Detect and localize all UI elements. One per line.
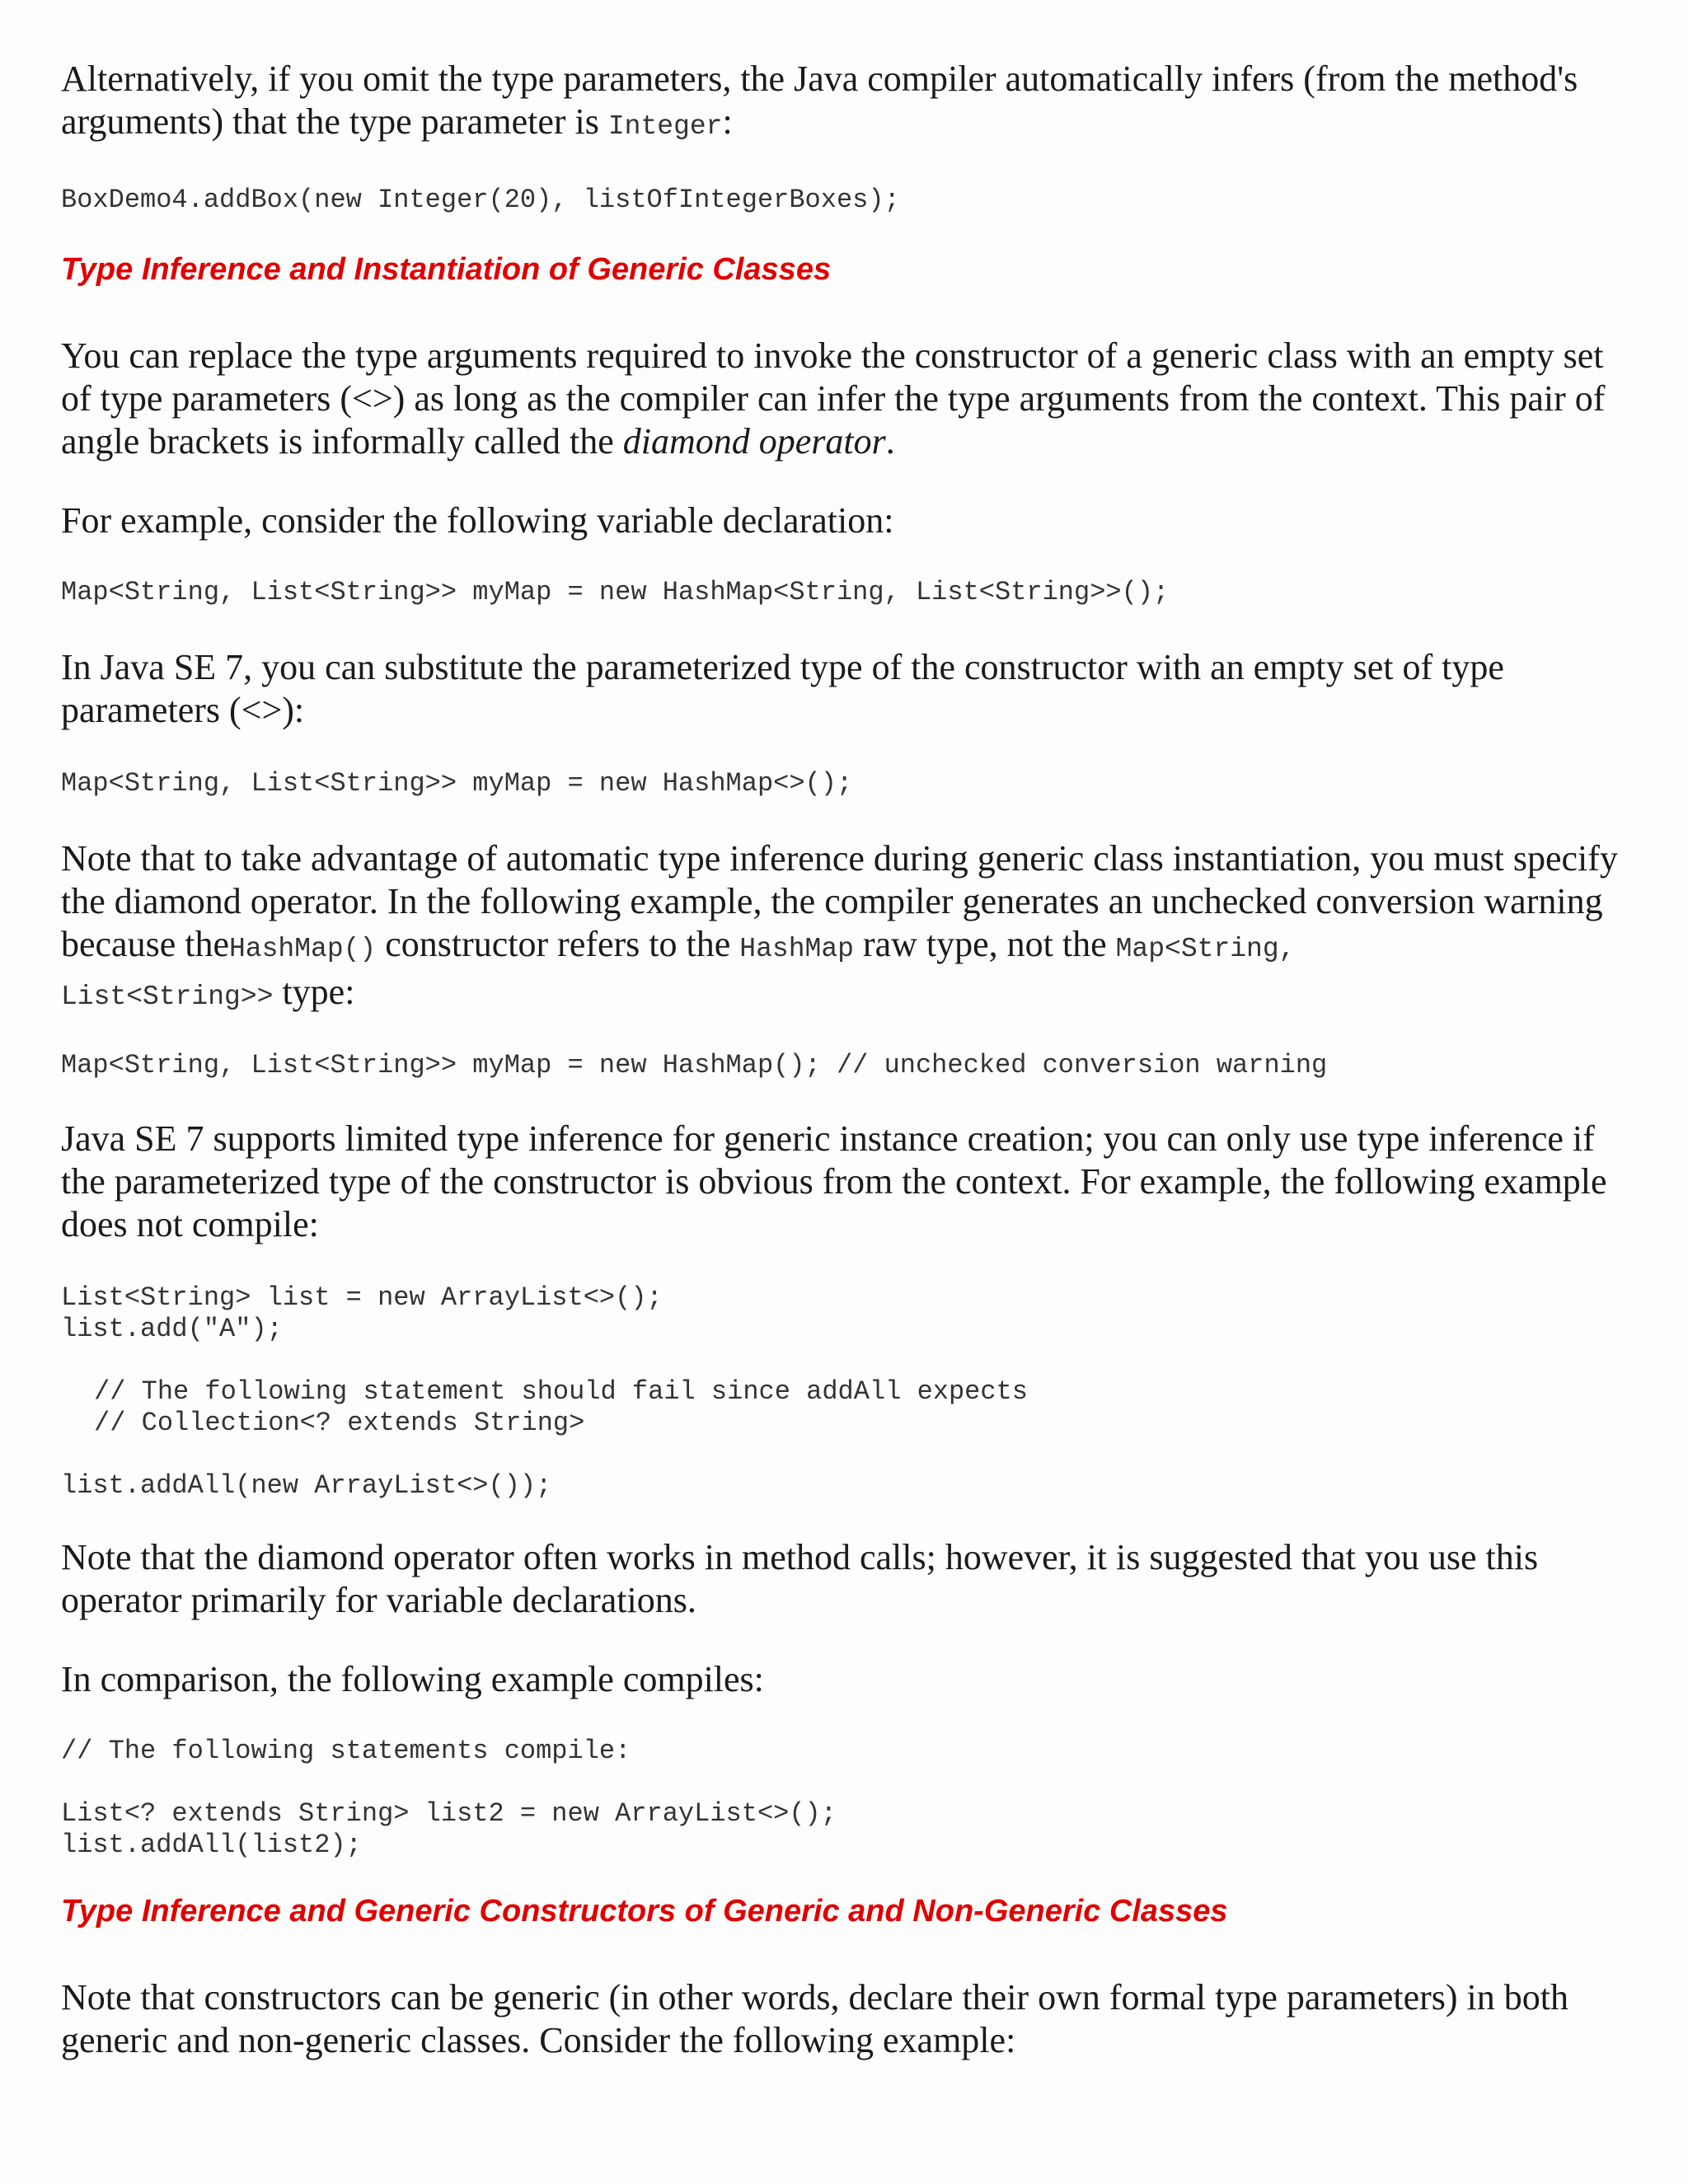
paragraph-text: type: [273, 972, 355, 1012]
paragraph-comparison: In comparison, the following example compiles: [61, 1659, 764, 1699]
code-block-compiling-example [61, 1736, 1643, 1861]
inline-code-integer: Integer [607, 111, 723, 142]
section-heading-instantiation: Type Inference and Instantiation of Generic Classes [61, 252, 832, 287]
code-comment: // The following statements compile: [61, 1736, 631, 1766]
paragraph-type-parameter-inference [61, 58, 1643, 148]
paragraph-text: constructor refers to the [376, 924, 740, 964]
paragraph-generic-constructors: Note that constructors can be generic (in other words, declare their own formal type parameters) in both generic and non-generic classes. Consider the following example: [61, 1977, 1568, 2060]
paragraph-unchecked-warning [61, 837, 1627, 1019]
code-block-unchecked-warning: Map<String, List<String>> myMap = new HashMap(); // unchecked conversion warning [61, 1050, 1328, 1080]
inline-code-hashmap-constructor: HashMap() [229, 934, 377, 964]
paragraph-limited-inference: Java SE 7 supports limited type inference for generic instance creation; you can only use type inference if the parameterized type of the constructor is obvious from the context. For example, the following example does not compile: [61, 1118, 1607, 1244]
paragraph-text: Alternatively, if you omit the type parameters, the Java compiler automatically infers (from the method's arguments) that the type parameter is [61, 59, 1578, 142]
paragraph-text: Note that to take advantage of automatic type inference during generic class instantiation, you must specify the diamond operator. In the following example, the compiler generates an unchecked conversion warning because the [61, 838, 1618, 964]
code-block-map-declaration: Map<String, List<String>> myMap = new HashMap<String, List<String>>(); [61, 577, 1170, 607]
code-block-map-diamond: Map<String, List<String>> myMap = new HashMap<>(); [61, 768, 853, 799]
code-line: list.addAll(list2); [61, 1830, 362, 1860]
code-block-failing-example [61, 1282, 1643, 1502]
paragraph-text: You can replace the type arguments required to invoke the constructor of a generic class with an empty set of type parameters (<>) as long as the compiler can infer the type arguments from the context. This pair of angle brackets is informally called the [61, 335, 1606, 462]
paragraph-text: raw type, not the [853, 924, 1116, 964]
code-line: List<String> list = new ArrayList<>(); [61, 1282, 663, 1313]
paragraph-text: . [885, 421, 895, 462]
paragraph-method-calls-note: Note that the diamond operator often works in method calls; however, it is suggested that you use this operator primarily for variable declarations. [61, 1537, 1539, 1620]
code-comment: // The following statement should fail since addAll expects [94, 1376, 1028, 1407]
paragraph-java-se7-substitute: In Java SE 7, you can substitute the parameterized type of the constructor with an empty set of type parameters (<>): [61, 647, 1504, 730]
paragraph-example-declaration: For example, consider the following variable declaration: [61, 500, 894, 541]
code-line: list.add("A"); [61, 1314, 283, 1344]
inline-code-hashmap: HashMap [739, 934, 854, 964]
code-line: list.addAll(new ArrayList<>()); [61, 1470, 552, 1501]
document-page [61, 58, 1643, 2062]
code-block-addbox: BoxDemo4.addBox(new Integer(20), listOfIntegerBoxes); [61, 185, 900, 215]
paragraph-diamond-intro [61, 335, 1627, 463]
inline-code-list-type: List<String>> [61, 982, 274, 1012]
code-comment: // Collection<? extends String> [94, 1408, 585, 1438]
paragraph-text: : [722, 101, 733, 142]
section-heading-generic-constructors: Type Inference and Generic Constructors of Generic and Non-Generic Classes [61, 1894, 1228, 1929]
code-line: List<? extends String> list2 = new ArrayList<>(); [61, 1798, 837, 1829]
inline-code-map-type: Map<String, [1115, 934, 1296, 964]
emphasis-diamond-operator: diamond operator [622, 421, 886, 462]
